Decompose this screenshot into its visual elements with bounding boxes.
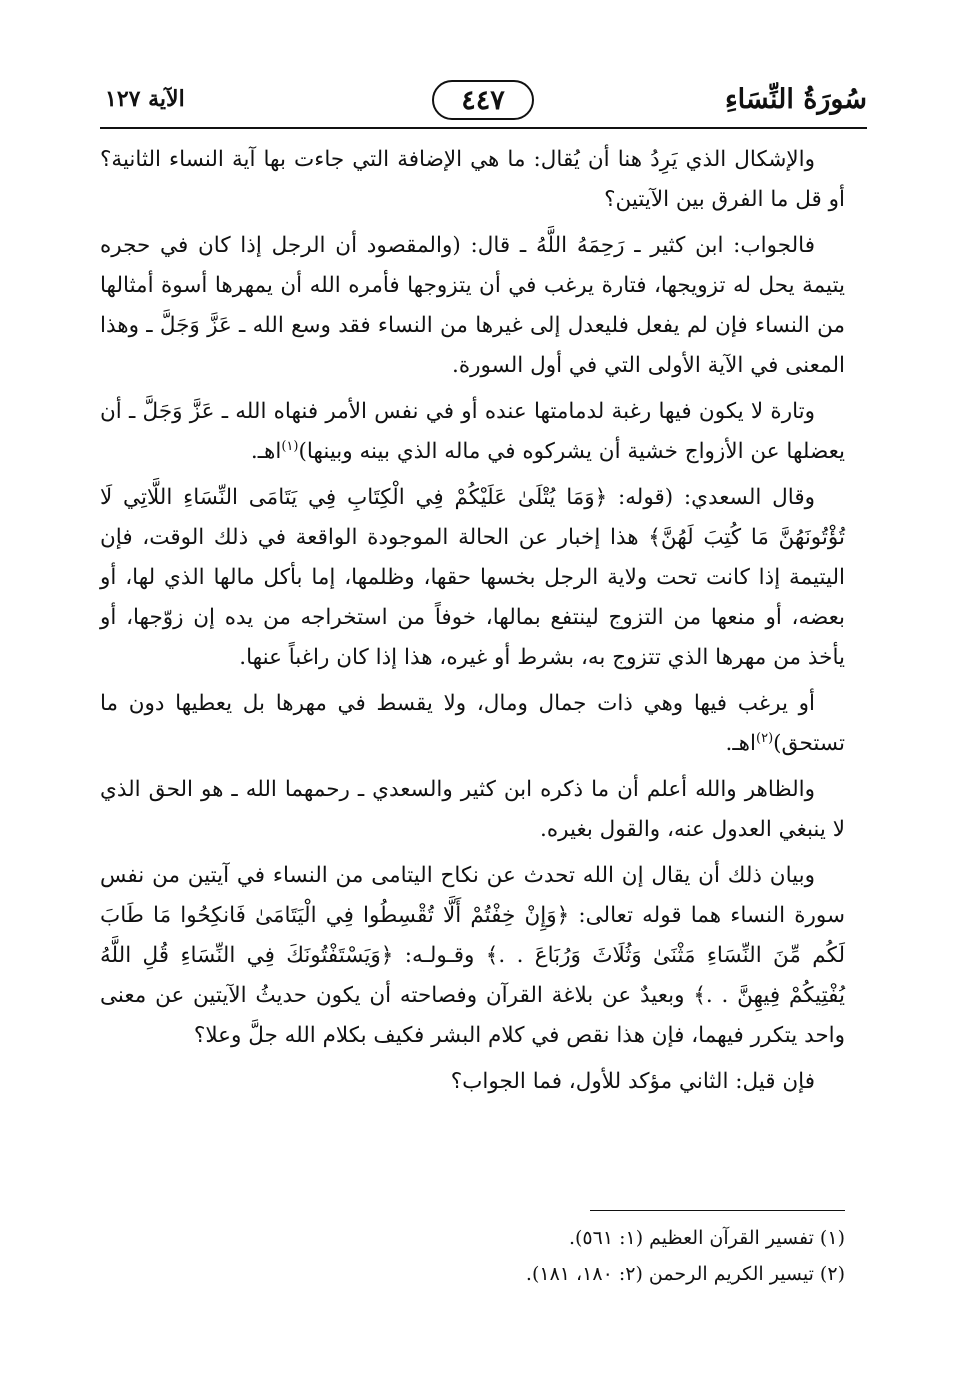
footnote-ref: (١) (281, 438, 299, 454)
paragraph-text: وتارة لا يكون فيها رغبة لدمامتها عنده أو في نفس الأمر فنهاه الله ـ عَزَّ وَجَلَّ ـ أن يعضلها عن الأزواج خشية أن يشركوه في ماله الذي بينه وبينها) (100, 399, 845, 464)
paragraph (100, 392, 845, 472)
paragraph: وقال السعدي: (قوله: ﴿وَمَا يُتْلَىٰ عَلَيْكُمْ فِي الْكِتَابِ فِي يَتَامَى النِّسَاءِ اللَّاتِي لَا تُؤْتُونَهُنَّ مَا كُتِبَ لَهُنَّ﴾ هذا إخبار عن الحالة الموجودة الواقعة في ذلك الوقت، فإن اليتيمة إذا كانت تحت ولاية الرجل بخسها حقها، وظلمها، إما بأكل مالها الذي لها، أو بعضه، أو منعها من التزوج لينتفع بمالها، خوفاً من استخراجه من يده إن زوّجها، أو يأخذ من مهرها الذي تتزوج به، بشرط أو غيره، هذا إذا كان راغباً عنها. (100, 485, 845, 670)
footnote-ref: (٢) (756, 730, 774, 746)
paragraph: والإشكال الذي يَرِدُ هنا أن يُقال: ما هي الإضافة التي جاءت بها آية النساء الثانية؟ أو قل ما الفرق بين الآيتين؟ (100, 147, 845, 212)
paragraph (100, 684, 845, 764)
paragraph: والظاهر والله أعلم أن ما ذكره ابن كثير والسعدي ـ رحمهما الله ـ هو الحق الذي لا ينبغي العدول عنه، والقول بغيره. (100, 777, 845, 842)
surah-title: سُورَةُ النِّسَاءِ (724, 84, 867, 115)
footnote: (١) تفسير القرآن العظيم (١: ٥٦١). (568, 1227, 845, 1249)
end-mark: اهـ. (725, 731, 756, 756)
main-text (100, 140, 845, 1108)
ayah-label: الآية ١٢٧ (105, 86, 185, 112)
page-number (432, 80, 534, 120)
header-divider (100, 127, 867, 129)
footnote-divider (590, 1210, 845, 1211)
footnote: (٢) تيسير الكريم الرحمن (٢: ١٨٠، ١٨١). (525, 1263, 845, 1285)
footnotes (100, 1220, 845, 1292)
paragraph-text: أو يرغب فيها وهي ذات جمال ومال، ولا يقسط في مهرها بل يعطيها دون ما تستحق) (100, 691, 845, 756)
page-number-text: ٤٤٧ (461, 84, 505, 116)
end-mark: اهـ. (250, 439, 282, 464)
paragraph: فالجواب: ابن كثير ـ رَحِمَهُ اللَّهُ ـ قال: (والمقصود أن الرجل إذا كان في حجره يتيمة يحل له تزويجها، فتارة يرغب في أن يتزوجها فأمره الله أن يمهرها أسوة أمثالها من النساء فإن لم يفعل فليعدل إلى غيرها من النساء فقد وسع الله ـ عَزَّ وَجَلَّ ـ وهذا المعنى في الآية الأولى التي في أول السورة. (100, 233, 845, 378)
paragraph: وبيان ذلك أن يقال إن الله تحدث عن نكاح اليتامى من النساء في آيتين من نفس سورة النساء هما قوله تعالى: ﴿وَإِنْ خِفْتُمْ أَلَّا تُقْسِطُوا فِي الْيَتَامَىٰ فَانكِحُوا مَا طَابَ لَكُم مِّنَ النِّسَاءِ مَثْنَىٰ وَثُلَاثَ وَرُبَاعَ . .﴾ وقـولـه: ﴿وَيَسْتَفْتُونَكَ فِي النِّسَاءِ قُلِ اللَّهُ يُفْتِيكُمْ فِيهِنَّ . .﴾ وبعيدٌ عن بلاغة القرآن وفصاحته أن يكون حديثُ الآيتين عن معنى واحد يتكرر فيهما، فإن هذا نقص في كلام البشر فكيف بكلام الله جلَّ وعلا؟ (100, 863, 845, 1048)
paragraph: فإن قيل: الثاني مؤكد للأول، فما الجواب؟ (450, 1069, 815, 1094)
